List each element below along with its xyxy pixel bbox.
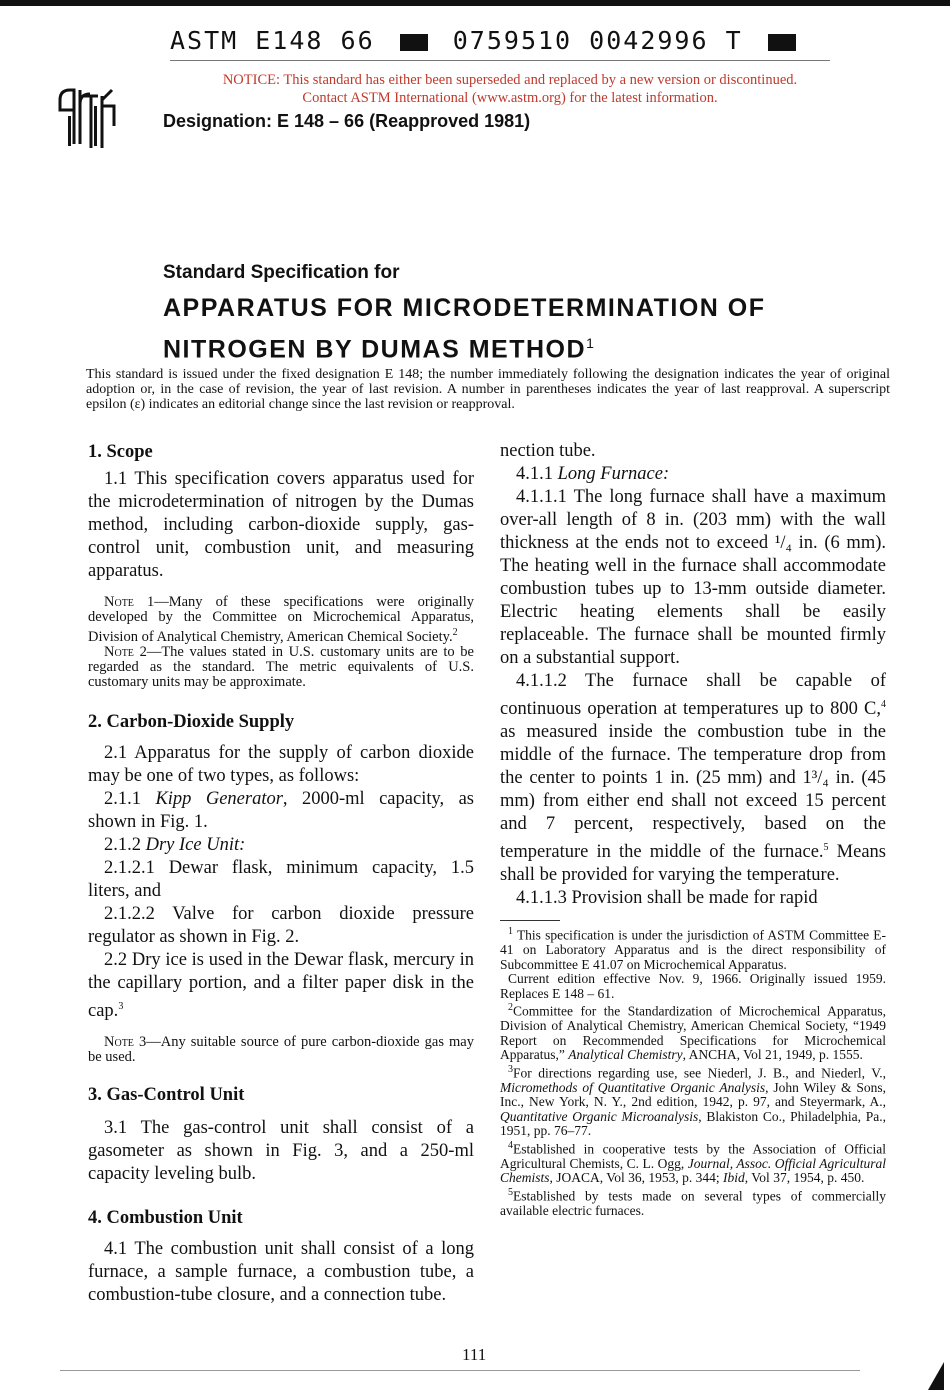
right-column xyxy=(500,440,886,1218)
designation: Designation: E 148 – 66 (Reapproved 1981) xyxy=(163,111,531,131)
section-heading-gas-control: 3. Gas-Control Unit xyxy=(88,1084,245,1105)
header-underline xyxy=(170,60,830,61)
page-number: 111 xyxy=(462,1345,487,1364)
code-end: T xyxy=(725,26,743,55)
note-3: Note 3—Any suitable source of pure carbon-dioxide gas may be used. xyxy=(88,1033,474,1065)
bottom-rule xyxy=(60,1370,860,1371)
para-4-1-1-2: 4.1.1.2 The furnace shall be capable of continuous operation at temperatures up to 800 C,$^4$ as measured inside the combustion tube in the middle of the furnace. The temperature drop from the center to points 1 in. (25 mm) and 1³/₄ in. (45 mm) from either end shall not exceed 15 percent and 7 percent, respectively, based on the temperature in the middle of the furnace.$^5$ Means shall be provided for varying the temperature. xyxy=(500,671,886,886)
corner-mark-icon xyxy=(926,1360,946,1392)
para-4-1-1-1: 4.1.1.1 The long furnace shall have a maximum over-all length of 8 in. (203 mm) with the wall thickness at the ends not to exceed ¹/₄ in. (6 mm). The heating well in the furnace shall accommodate combustion tubes up to 13-mm outside diameter. Electric heating elements shall be easily replaceable. The furnace shall be mounted firmly on a substantial support. xyxy=(500,487,886,668)
footnote-3: $^3$For directions regarding use, see Niederl, J. B., and Niederl, V., Micromethods of Quantitative Organic Analysis, John Wiley & Sons, Inc., New York, N. Y., 2nd edition, 1942, p. 97, and Steyermark, A., Quantitative Organic Microanalysis, Blakiston Co., Philadelphia, Pa., 1951, pp. 76–77. xyxy=(500,1063,886,1139)
title-line-1: APPARATUS FOR MICRODETERMINATION OF xyxy=(163,294,766,322)
left-column xyxy=(88,440,474,1307)
code-mid: 0759510 xyxy=(452,26,573,55)
para-2-1-2: 2.1.2 Dry Ice Unit: xyxy=(104,834,246,855)
section-heading-combustion: 4. Combustion Unit xyxy=(88,1207,243,1228)
para-3-1: 3.1 The gas-control unit shall consist of a gasometer as shown in Fig. 3, and a 250-ml capacity leveling bulb. xyxy=(88,1117,474,1184)
code-left: ASTM E148 66 xyxy=(170,26,375,55)
para-2-2: 2.2 Dry ice is used in the Dewar flask, mercury in the capillary portion, and a filter paper disk in the cap.$^3$ xyxy=(88,949,474,1021)
notice-line-2: Contact ASTM International (www.astm.org) for the latest information. xyxy=(302,90,718,106)
black-block-end xyxy=(768,34,796,51)
footnote-4: $^4$Established in cooperative tests by the Association of Official Agricultural Chemists, C. L. Ogg, Journal, Assoc. Official Agricultural Chemists, JOACA, Vol 36, 1953, p. 344; Ibid, Vol 37, 1954, p. 450. xyxy=(500,1139,887,1186)
black-block xyxy=(400,34,428,51)
para-2-1: 2.1 Apparatus for the supply of carbon dioxide may be one of two types, as follows: xyxy=(88,742,474,786)
note-1: Note 1—Many of these specifications were originally developed by the Committee on Microchemical Apparatus, Division of Analytical Chemistry, American Chemical Society.$^2$ xyxy=(88,594,474,645)
para-2-1-2-2: 2.1.2.2 Valve for carbon dioxide pressure regulator as shown in Fig. 2. xyxy=(88,903,474,947)
astm-logo-icon xyxy=(54,86,152,158)
note-2: Note 2—The values stated in U.S. customary units are to be regarded as the standard. The metric equivalents of U.S. customary units may be approximate. xyxy=(88,643,474,690)
para-2-1-2-1: 2.1.2.1 Dewar flask, minimum capacity, 1.5 liters, and xyxy=(88,857,474,901)
footnote-1: $^1$ This specification is under the jurisdiction of ASTM Committee E-41 on Laboratory Apparatus and is the direct responsibility of Subcommittee E 41.07 on Microchemical Apparatus. xyxy=(500,926,886,972)
footnote-rule xyxy=(500,920,560,921)
code-right: 0042996 xyxy=(589,26,709,55)
title-line-2: NITROGEN BY DUMAS METHOD$^1$ xyxy=(163,335,596,364)
top-rule xyxy=(0,0,950,6)
notice-line-1: NOTICE: This standard has either been superseded and replaced by a new version or discontinued. xyxy=(222,72,798,88)
title-footnote-marker: 1 xyxy=(586,335,596,351)
spec-heading: Standard Specification for xyxy=(163,262,400,283)
notice-banner xyxy=(190,71,830,107)
para-1-1: 1.1 This specification covers apparatus used for the microdetermination of nitrogen by the Dumas method, including carbon-dioxide supply, gas-control unit, combustion unit, and measuring apparatus. xyxy=(88,469,474,581)
para-2-1-1: 2.1.1 Kipp Generator, 2000-ml capacity, as shown in Fig. 1. xyxy=(88,788,474,832)
section-heading-co2: 2. Carbon-Dioxide Supply xyxy=(88,711,295,732)
footnote-1b: Current edition effective Nov. 9, 1966. Originally issued 1959. Replaces E 148 – 61. xyxy=(500,971,886,1001)
section-heading-scope: 1. Scope xyxy=(88,442,153,462)
document-code-line xyxy=(170,26,804,55)
issuance-note: This standard is issued under the fixed designation E 148; the number immediately following the designation indicates the year of original adoption or, in the case of revision, the year of last revision. A number in parentheses indicates the year of last reapproval. A superscript epsilon (ε) indicates an editorial change since the last revision or reapproval. xyxy=(86,367,890,412)
page-title xyxy=(163,291,765,367)
para-4-1-continued: nection tube. xyxy=(500,441,596,461)
footnote-2: $^2$Committee for the Standardization of Microchemical Apparatus, Division of Analytical Chemistry, American Chemical Society, “1949 Report on Recommended Specifications for Microchemical Apparatus,” Analytical Chemistry, ANCHA, Vol 21, 1949, p. 1555. xyxy=(500,1002,886,1063)
footnote-5: $^5$Established by tests made on several types of commercially available electric furnaces. xyxy=(500,1186,886,1218)
para-4-1: 4.1 The combustion unit shall consist of a long furnace, a sample furnace, a combustion tube, a combustion-tube closure, and a connection tube. xyxy=(88,1238,474,1305)
para-4-1-1: 4.1.1 Long Furnace: xyxy=(516,464,670,484)
para-4-1-1-3: 4.1.1.3 Provision shall be made for rapid xyxy=(516,888,818,909)
